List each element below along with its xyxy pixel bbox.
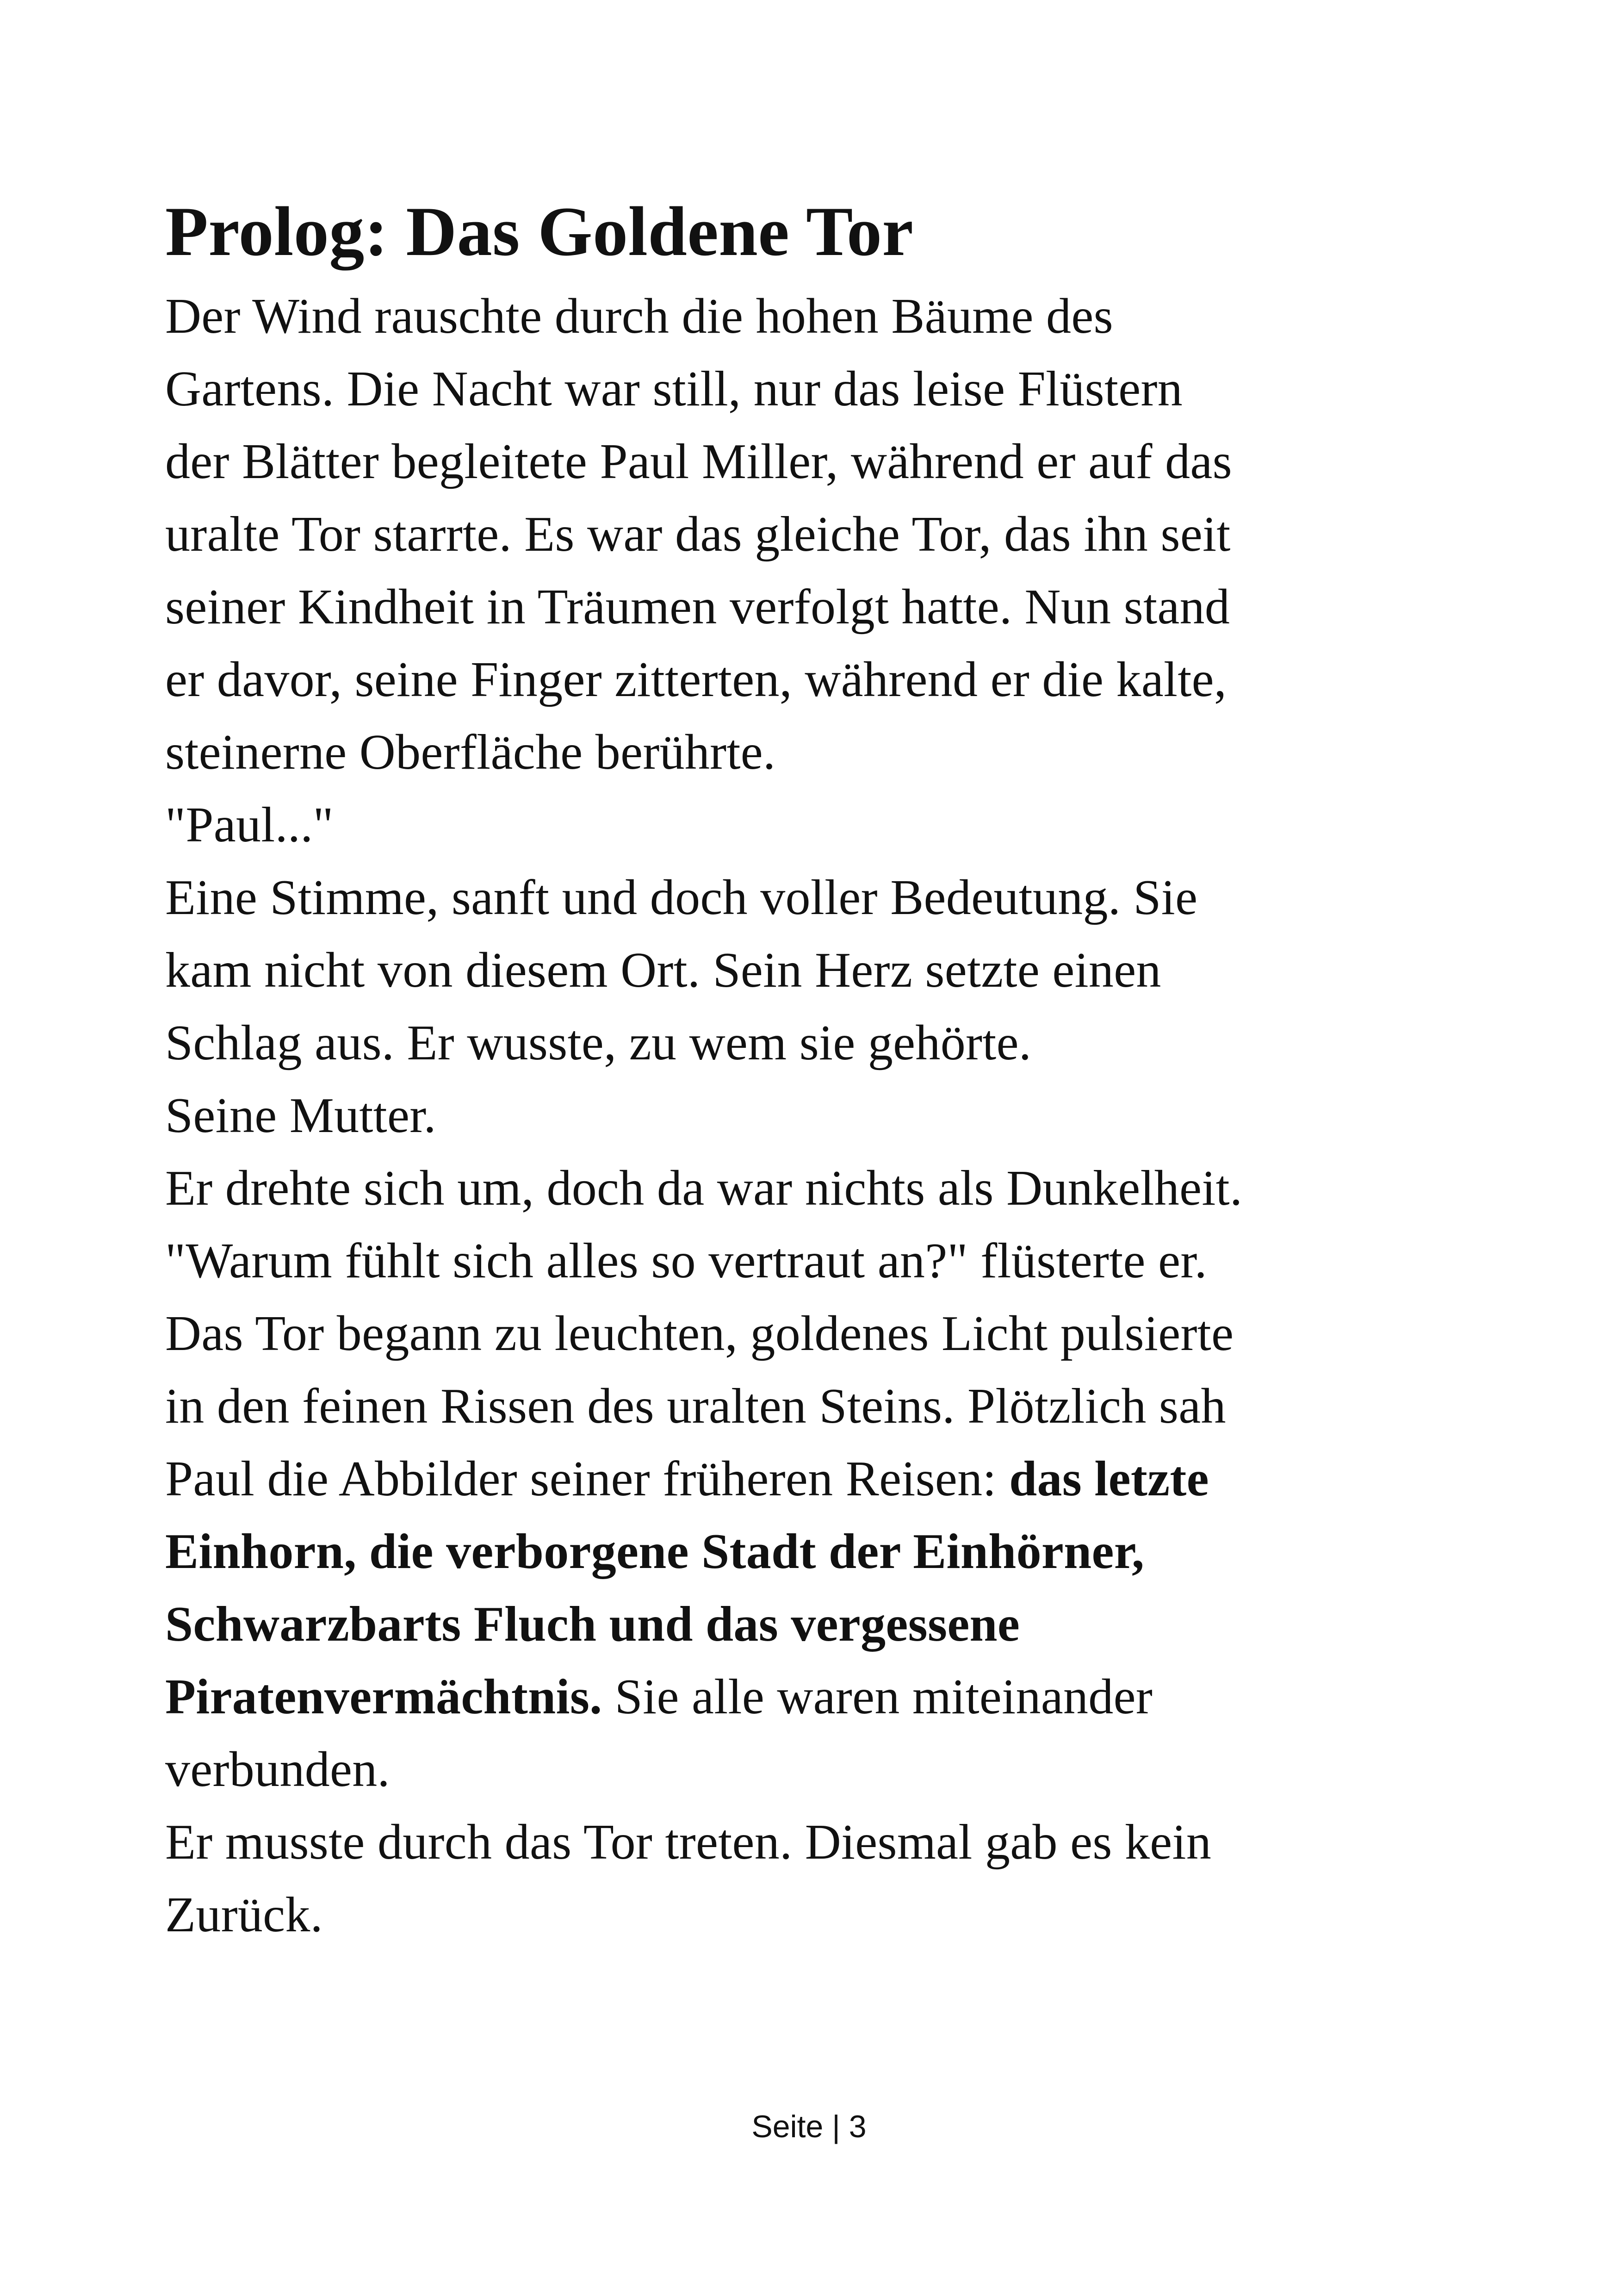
text-line: Gartens. Die Nacht war still, nur das leise Flüstern	[165, 361, 1183, 417]
text-line: "Warum fühlt sich alles so vertraut an?" flüsterte er.	[165, 1233, 1207, 1288]
body-text	[165, 280, 1488, 1951]
text-line: Er drehte sich um, doch da war nichts als Dunkelheit.	[165, 1161, 1243, 1216]
text-line: steinerne Oberfläche berührte.	[165, 725, 776, 780]
text-line: Zurück.	[165, 1887, 323, 1942]
text-segment: Sie alle waren miteinander	[602, 1669, 1153, 1724]
bold-segment: Einhorn, die verborgene Stadt der Einhörner,	[165, 1524, 1145, 1579]
text-line: kam nicht von diesem Ort. Sein Herz setzte einen	[165, 943, 1161, 998]
text-line: "Paul..."	[165, 797, 334, 852]
bold-segment: Schwarzbarts Fluch und das vergessene	[165, 1597, 1020, 1652]
page-content	[165, 183, 1488, 1951]
text-line: Das Tor begann zu leuchten, goldenes Licht pulsierte	[165, 1306, 1234, 1361]
text-line: Seine Mutter.	[165, 1088, 436, 1143]
text-line: Er musste durch das Tor treten. Diesmal gab es kein	[165, 1815, 1212, 1870]
text-line: uralte Tor starrte. Es war das gleiche Tor, das ihn seit	[165, 507, 1231, 562]
text-line: seiner Kindheit in Träumen verfolgt hatte. Nun stand	[165, 579, 1230, 635]
text-line: Schlag aus. Er wusste, zu wem sie gehörte.	[165, 1015, 1032, 1070]
text-line: Der Wind rauschte durch die hohen Bäume des	[165, 289, 1113, 344]
text-segment: Paul die Abbilder seiner früheren Reisen:	[165, 1451, 1010, 1506]
bold-segment: das letzte	[1009, 1451, 1209, 1506]
chapter-title: Prolog: Das Goldene Tor	[165, 193, 914, 270]
bold-segment: Piratenvermächtnis.	[165, 1669, 602, 1724]
bold-line	[165, 1588, 1488, 1661]
text-line: verbunden.	[165, 1742, 390, 1797]
text-line	[165, 1443, 1488, 1515]
text-line: der Blätter begleitete Paul Miller, während er auf das	[165, 434, 1232, 489]
bold-line	[165, 1515, 1488, 1588]
page-number-footer: Seite | 3	[751, 2109, 867, 2144]
text-line	[165, 1661, 1488, 1733]
text-line: in den feinen Rissen des uralten Steins. Plötzlich sah	[165, 1379, 1226, 1434]
text-line: Eine Stimme, sanft und doch voller Bedeutung. Sie	[165, 870, 1198, 925]
text-line: er davor, seine Finger zitterten, während er die kalte,	[165, 652, 1227, 707]
